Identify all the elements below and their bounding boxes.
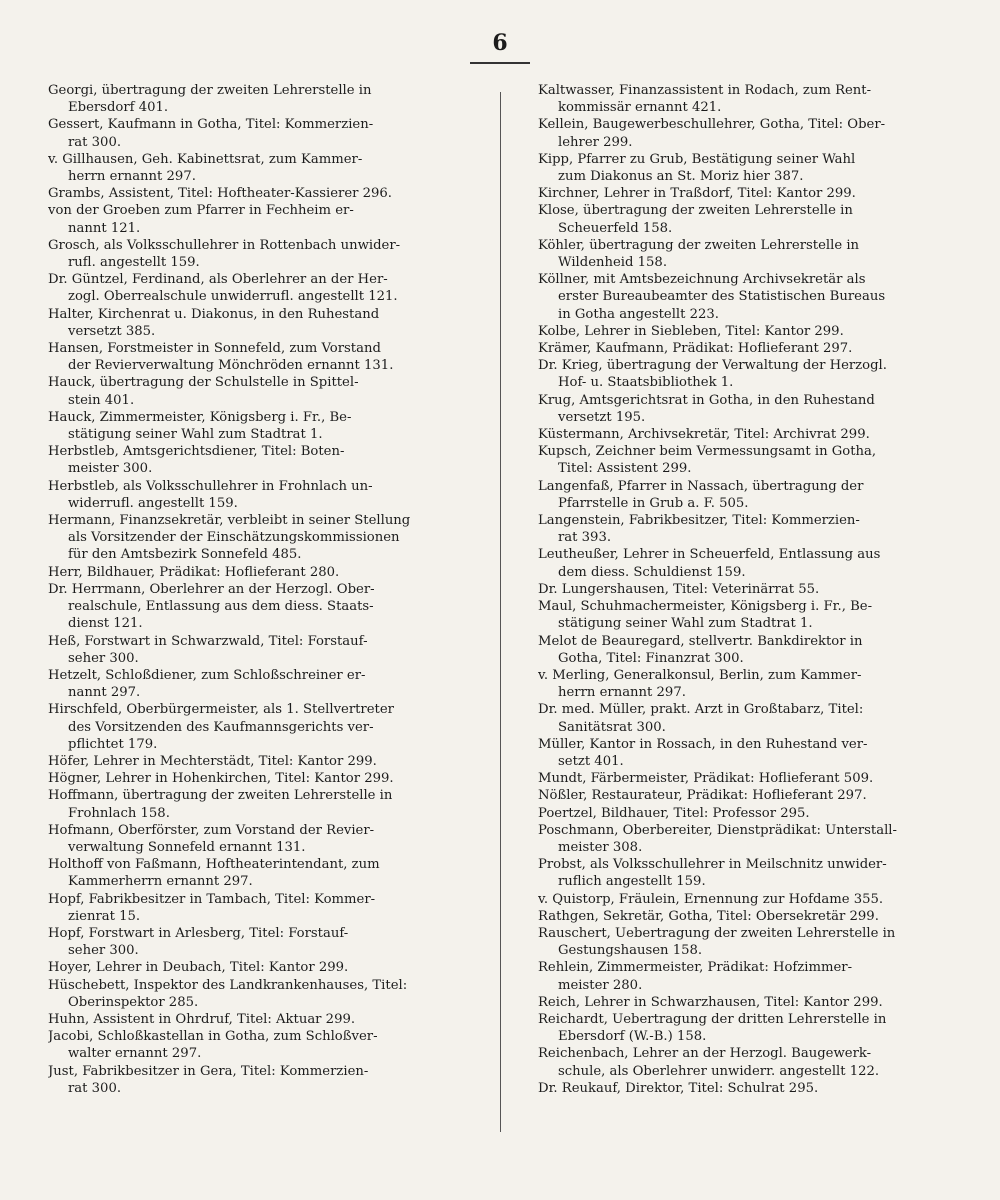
index-entry bbox=[538, 546, 953, 580]
entry-continuation-line: walter ernannt 297. bbox=[68, 1046, 202, 1062]
entry-line: Rehlein, Zimmermeister, Prädikat: Hofzimmer- bbox=[538, 960, 853, 976]
entry-continuation-line: meister 300. bbox=[68, 461, 153, 477]
entry-continuation-line: ruflich angestellt 159. bbox=[558, 874, 706, 890]
entry-line: Poschmann, Oberbereiter, Dienstprädikat: Unterstall- bbox=[538, 822, 897, 838]
entry-continuation-line: Pfarrstelle in Grub a. F. 505. bbox=[558, 495, 749, 511]
index-entry bbox=[48, 891, 463, 925]
index-entry bbox=[538, 787, 953, 804]
index-entry bbox=[538, 478, 953, 512]
entry-line: Melot de Beauregard, stellvertr. Bankdirektor in bbox=[538, 633, 863, 649]
entry-continuation-line: versetzt 385. bbox=[68, 323, 156, 339]
entry-line: Högner, Lehrer in Hohenkirchen, Titel: Kantor 299. bbox=[48, 771, 394, 787]
index-entry bbox=[48, 770, 463, 787]
entry-line: Kupsch, Zeichner beim Vermessungsamt in Gotha, bbox=[538, 444, 877, 460]
entry-continuation-line: meister 280. bbox=[558, 977, 643, 993]
header-rule bbox=[470, 62, 530, 64]
entry-line: Hopf, Fabrikbesitzer in Tambach, Titel: Kommer- bbox=[48, 891, 376, 907]
index-entry bbox=[48, 925, 463, 959]
entry-continuation-line: Gotha, Titel: Finanzrat 300. bbox=[558, 650, 744, 666]
index-entry bbox=[538, 994, 953, 1011]
entry-continuation-line: stein 401. bbox=[68, 392, 135, 408]
entry-line: Dr. Güntzel, Ferdinand, als Oberlehrer an der Her- bbox=[48, 272, 388, 288]
index-entry bbox=[48, 581, 463, 633]
entry-continuation-line: dem diess. Schuldienst 159. bbox=[558, 564, 746, 580]
entry-continuation-line: in Gotha angestellt 223. bbox=[558, 306, 719, 322]
entry-line: Hüschebett, Inspektor des Landkrankenhauses, Titel: bbox=[48, 977, 408, 993]
entry-continuation-line: dienst 121. bbox=[68, 616, 143, 632]
entry-continuation-line: des Vorsitzenden des Kaufmannsgerichts ver- bbox=[68, 719, 374, 735]
entry-line: Hofmann, Oberförster, zum Vorstand der Revier- bbox=[48, 822, 375, 838]
entry-continuation-line: Wildenheid 158. bbox=[558, 255, 668, 271]
entry-line: Georgi, übertragung der zweiten Lehrerstelle in bbox=[48, 83, 372, 98]
index-entry bbox=[48, 822, 463, 856]
entry-line: Rauschert, Uebertragung der zweiten Lehrerstelle in bbox=[538, 925, 896, 941]
index-entry bbox=[48, 856, 463, 890]
page-number: 6 bbox=[492, 30, 508, 56]
entry-line: Köllner, mit Amtsbezeichnung Archivsekretär als bbox=[538, 272, 866, 288]
entry-line: Reichardt, Uebertragung der dritten Lehrerstelle in bbox=[538, 1011, 887, 1027]
column-divider bbox=[500, 92, 501, 1132]
entry-line: Herbstleb, als Volksschullehrer in Frohnlach un- bbox=[48, 478, 373, 494]
entry-continuation-line: lehrer 299. bbox=[558, 134, 633, 150]
index-entry bbox=[48, 787, 463, 821]
index-entry bbox=[538, 340, 953, 357]
entry-continuation-line: widerrufl. angestellt 159. bbox=[68, 495, 238, 511]
entry-line: Hansen, Forstmeister in Sonnefeld, zum Vorstand bbox=[48, 341, 381, 357]
entry-continuation-line: für den Amtsbezirk Sonnefeld 485. bbox=[68, 547, 302, 563]
entry-line: Mundt, Färbermeister, Prädikat: Hoflieferant 509. bbox=[538, 771, 874, 787]
entry-continuation-line: versetzt 195. bbox=[558, 409, 646, 425]
entry-continuation-line: Oberinspektor 285. bbox=[68, 994, 199, 1010]
entry-continuation-line: Ebersdorf 401. bbox=[68, 100, 169, 116]
index-entry bbox=[538, 323, 953, 340]
entry-continuation-line: kommissär ernannt 421. bbox=[558, 100, 722, 116]
entry-line: Klose, übertragung der zweiten Lehrerstelle in bbox=[538, 203, 853, 219]
right-column bbox=[538, 82, 953, 1160]
entry-line: Jacobi, Schloßkastellan in Gotha, zum Schloßver- bbox=[48, 1029, 378, 1045]
index-entry bbox=[538, 581, 953, 598]
entry-continuation-line: Ebersdorf (W.-B.) 158. bbox=[558, 1029, 707, 1045]
index-entry bbox=[538, 82, 953, 116]
entry-continuation-line: rufl. angestellt 159. bbox=[68, 255, 200, 271]
entry-line: v. Merling, Generalkonsul, Berlin, zum Kammer- bbox=[538, 667, 862, 683]
entry-line: Probst, als Volksschullehrer in Meilschnitz unwider- bbox=[538, 857, 887, 873]
index-entry bbox=[538, 701, 953, 735]
entry-line: Höfer, Lehrer in Mechterstädt, Titel: Kantor 299. bbox=[48, 753, 377, 769]
entry-line: Hopf, Forstwart in Arlesberg, Titel: Forstauf- bbox=[48, 925, 349, 941]
entry-line: Herbstleb, Amtsgerichtsdiener, Titel: Boten- bbox=[48, 444, 345, 460]
index-entry bbox=[538, 271, 953, 323]
index-entry bbox=[48, 409, 463, 443]
index-entry bbox=[48, 633, 463, 667]
entry-line: Nößler, Restaurateur, Prädikat: Hoflieferant 297. bbox=[538, 788, 867, 804]
entry-continuation-line: Hof- u. Staatsbibliothek 1. bbox=[558, 375, 734, 391]
entry-continuation-line: zum Diakonus an St. Moriz hier 387. bbox=[558, 169, 804, 185]
index-entry bbox=[48, 1028, 463, 1062]
index-entry bbox=[48, 185, 463, 202]
index-entry bbox=[48, 977, 463, 1011]
entry-line: Langenfaß, Pfarrer in Nassach, übertragung der bbox=[538, 478, 864, 494]
entry-line: Dr. Lungershausen, Titel: Veterinärrat 55. bbox=[538, 581, 820, 597]
entry-line: Hetzelt, Schloßdiener, zum Schloßschreiner er- bbox=[48, 667, 366, 683]
index-entry bbox=[538, 959, 953, 993]
entry-continuation-line: rat 393. bbox=[558, 530, 612, 546]
left-column bbox=[48, 82, 463, 1160]
entry-line: Köhler, übertragung der zweiten Lehrerstelle in bbox=[538, 237, 860, 253]
entry-line: Kirchner, Lehrer in Traßdorf, Titel: Kantor 299. bbox=[538, 186, 856, 202]
entry-line: Leutheußer, Lehrer in Scheuerfeld, Entlassung aus bbox=[538, 547, 881, 563]
entry-continuation-line: der Revierverwaltung Mönchröden ernannt 131. bbox=[68, 358, 394, 374]
entry-continuation-line: Sanitätsrat 300. bbox=[558, 719, 666, 735]
index-entry bbox=[48, 271, 463, 305]
index-entry bbox=[538, 633, 953, 667]
entry-line: Dr. Herrmann, Oberlehrer an der Herzogl. Ober- bbox=[48, 581, 375, 597]
index-entry bbox=[538, 512, 953, 546]
entry-line: Heß, Forstwart in Schwarzwald, Titel: Forstauf- bbox=[48, 633, 368, 649]
entry-line: v. Quistorp, Fräulein, Ernennung zur Hofdame 355. bbox=[538, 891, 884, 907]
entry-continuation-line: realschule, Entlassung aus dem diess. Staats- bbox=[68, 599, 374, 615]
entry-continuation-line: Kammerherrn ernannt 297. bbox=[68, 874, 253, 890]
entry-continuation-line: Scheuerfeld 158. bbox=[558, 220, 673, 236]
index-entry bbox=[538, 822, 953, 856]
entry-line: Just, Fabrikbesitzer in Gera, Titel: Kommerzien- bbox=[48, 1063, 369, 1079]
entry-line: v. Gillhausen, Geh. Kabinettsrat, zum Kammer- bbox=[48, 151, 363, 167]
entry-line: Kolbe, Lehrer in Siebleben, Titel: Kantor 299. bbox=[538, 323, 844, 339]
index-entry bbox=[48, 116, 463, 150]
index-entry bbox=[538, 736, 953, 770]
entry-continuation-line: herrn ernannt 297. bbox=[68, 169, 196, 185]
entry-continuation-line: als Vorsitzender der Einschätzungskommissionen bbox=[68, 530, 400, 546]
entry-line: Poertzel, Bildhauer, Titel: Professor 295. bbox=[538, 805, 810, 821]
entry-line: Küstermann, Archivsekretär, Titel: Archivrat 299. bbox=[538, 427, 870, 443]
entry-continuation-line: stätigung seiner Wahl zum Stadtrat 1. bbox=[558, 616, 813, 632]
entry-line: Hirschfeld, Oberbürgermeister, als 1. Stellvertreter bbox=[48, 702, 394, 718]
entry-line: Krämer, Kaufmann, Prädikat: Hoflieferant 297. bbox=[538, 341, 853, 357]
entry-line: Müller, Kantor in Rossach, in den Ruhestand ver- bbox=[538, 736, 868, 752]
index-entry bbox=[538, 116, 953, 150]
entry-line: Hermann, Finanzsekretär, verbleibt in seiner Stellung bbox=[48, 513, 411, 529]
index-entry bbox=[538, 598, 953, 632]
entry-line: Hauck, übertragung der Schulstelle in Spittel- bbox=[48, 375, 359, 391]
index-entry bbox=[48, 237, 463, 271]
entry-line: Grosch, als Volksschullehrer in Rottenbach unwider- bbox=[48, 237, 401, 253]
entry-line: Grambs, Assistent, Titel: Hoftheater-Kassierer 296. bbox=[48, 186, 392, 202]
entry-line: Dr. Krieg, übertragung der Verwaltung der Herzogl. bbox=[538, 358, 887, 374]
index-entry bbox=[538, 1045, 953, 1079]
entry-continuation-line: schule, als Oberlehrer unwiderr. angestellt 122. bbox=[558, 1063, 880, 1079]
entry-line: Hoyer, Lehrer in Deubach, Titel: Kantor 299. bbox=[48, 960, 349, 976]
index-entry bbox=[48, 202, 463, 236]
entry-line: Reichenbach, Lehrer an der Herzogl. Baugewerk- bbox=[538, 1046, 872, 1062]
entry-continuation-line: verwaltung Sonnefeld ernannt 131. bbox=[68, 839, 306, 855]
entry-continuation-line: nannt 121. bbox=[68, 220, 141, 236]
index-entry bbox=[538, 185, 953, 202]
entry-continuation-line: Frohnlach 158. bbox=[68, 805, 170, 821]
index-entry bbox=[48, 306, 463, 340]
entry-line: Herr, Bildhauer, Prädikat: Hoflieferant 280. bbox=[48, 564, 340, 580]
index-entry bbox=[48, 512, 463, 564]
entry-continuation-line: zienrat 15. bbox=[68, 908, 141, 924]
index-entry bbox=[538, 908, 953, 925]
entry-line: Kaltwasser, Finanzassistent in Rodach, zum Rent- bbox=[538, 83, 872, 98]
entry-line: von der Groeben zum Pfarrer in Fechheim er- bbox=[48, 203, 354, 219]
entry-continuation-line: pflichtet 179. bbox=[68, 736, 158, 752]
index-entry bbox=[538, 925, 953, 959]
entry-continuation-line: rat 300. bbox=[68, 1080, 122, 1096]
index-entry bbox=[48, 667, 463, 701]
index-entry bbox=[48, 478, 463, 512]
entry-continuation-line: seher 300. bbox=[68, 650, 139, 666]
entry-line: Krug, Amtsgerichtsrat in Gotha, in den Ruhestand bbox=[538, 392, 875, 408]
index-entry bbox=[538, 426, 953, 443]
entry-line: Hauck, Zimmermeister, Königsberg i. Fr., Be- bbox=[48, 409, 352, 425]
entry-line: Gessert, Kaufmann in Gotha, Titel: Kommerzien- bbox=[48, 117, 374, 133]
entry-continuation-line: setzt 401. bbox=[558, 753, 624, 769]
index-entry bbox=[538, 770, 953, 787]
entry-line: Hoffmann, übertragung der zweiten Lehrerstelle in bbox=[48, 788, 393, 804]
index-entry bbox=[538, 805, 953, 822]
index-entry bbox=[538, 856, 953, 890]
index-entry bbox=[538, 357, 953, 391]
entry-continuation-line: stätigung seiner Wahl zum Stadtrat 1. bbox=[68, 427, 323, 443]
index-entry bbox=[48, 753, 463, 770]
entry-line: Holthoff von Faßmann, Hoftheaterintendant, zum bbox=[48, 857, 380, 873]
index-entry bbox=[48, 374, 463, 408]
entry-line: Dr. med. Müller, prakt. Arzt in Großtabarz, Titel: bbox=[538, 702, 864, 718]
index-entry bbox=[538, 891, 953, 908]
index-entry bbox=[48, 82, 463, 116]
entry-line: Kellein, Baugewerbeschullehrer, Gotha, Titel: Ober- bbox=[538, 117, 886, 133]
entry-line: Huhn, Assistent in Ohrdruf, Titel: Aktuar 299. bbox=[48, 1011, 356, 1027]
index-entry bbox=[538, 443, 953, 477]
index-entry bbox=[538, 667, 953, 701]
index-entry bbox=[538, 151, 953, 185]
entry-line: Reich, Lehrer in Schwarzhausen, Titel: Kantor 299. bbox=[538, 994, 883, 1010]
entry-continuation-line: nannt 297. bbox=[68, 685, 141, 701]
entry-continuation-line: erster Bureaubeamter des Statistischen Bureaus bbox=[558, 289, 886, 305]
index-entry bbox=[48, 1063, 463, 1097]
index-entry bbox=[48, 340, 463, 374]
entry-line: Maul, Schuhmachermeister, Königsberg i. Fr., Be- bbox=[538, 599, 873, 615]
index-entry bbox=[538, 1011, 953, 1045]
index-entry bbox=[538, 392, 953, 426]
index-entry bbox=[48, 1011, 463, 1028]
entry-line: Rathgen, Sekretär, Gotha, Titel: Obersekretär 299. bbox=[538, 908, 879, 924]
entry-continuation-line: seher 300. bbox=[68, 943, 139, 959]
entry-line: Dr. Reukauf, Direktor, Titel: Schulrat 295. bbox=[538, 1080, 819, 1096]
index-entry bbox=[48, 701, 463, 753]
index-entry bbox=[48, 959, 463, 976]
index-entry bbox=[538, 237, 953, 271]
index-entry bbox=[538, 1080, 953, 1097]
index-entry bbox=[48, 564, 463, 581]
index-entry bbox=[48, 151, 463, 185]
entry-continuation-line: Titel: Assistent 299. bbox=[558, 461, 692, 477]
entry-continuation-line: zogl. Oberrealschule unwiderrufl. angestellt 121. bbox=[68, 289, 398, 305]
entry-continuation-line: meister 308. bbox=[558, 839, 643, 855]
entry-line: Langenstein, Fabrikbesitzer, Titel: Kommerzien- bbox=[538, 513, 860, 529]
entry-line: Halter, Kirchenrat u. Diakonus, in den Ruhestand bbox=[48, 306, 380, 322]
entry-continuation-line: herrn ernannt 297. bbox=[558, 685, 686, 701]
entry-line: Kipp, Pfarrer zu Grub, Bestätigung seiner Wahl bbox=[538, 151, 856, 167]
entry-continuation-line: Gestungshausen 158. bbox=[558, 943, 703, 959]
index-entry bbox=[538, 202, 953, 236]
index-entry bbox=[48, 443, 463, 477]
entry-continuation-line: rat 300. bbox=[68, 134, 122, 150]
